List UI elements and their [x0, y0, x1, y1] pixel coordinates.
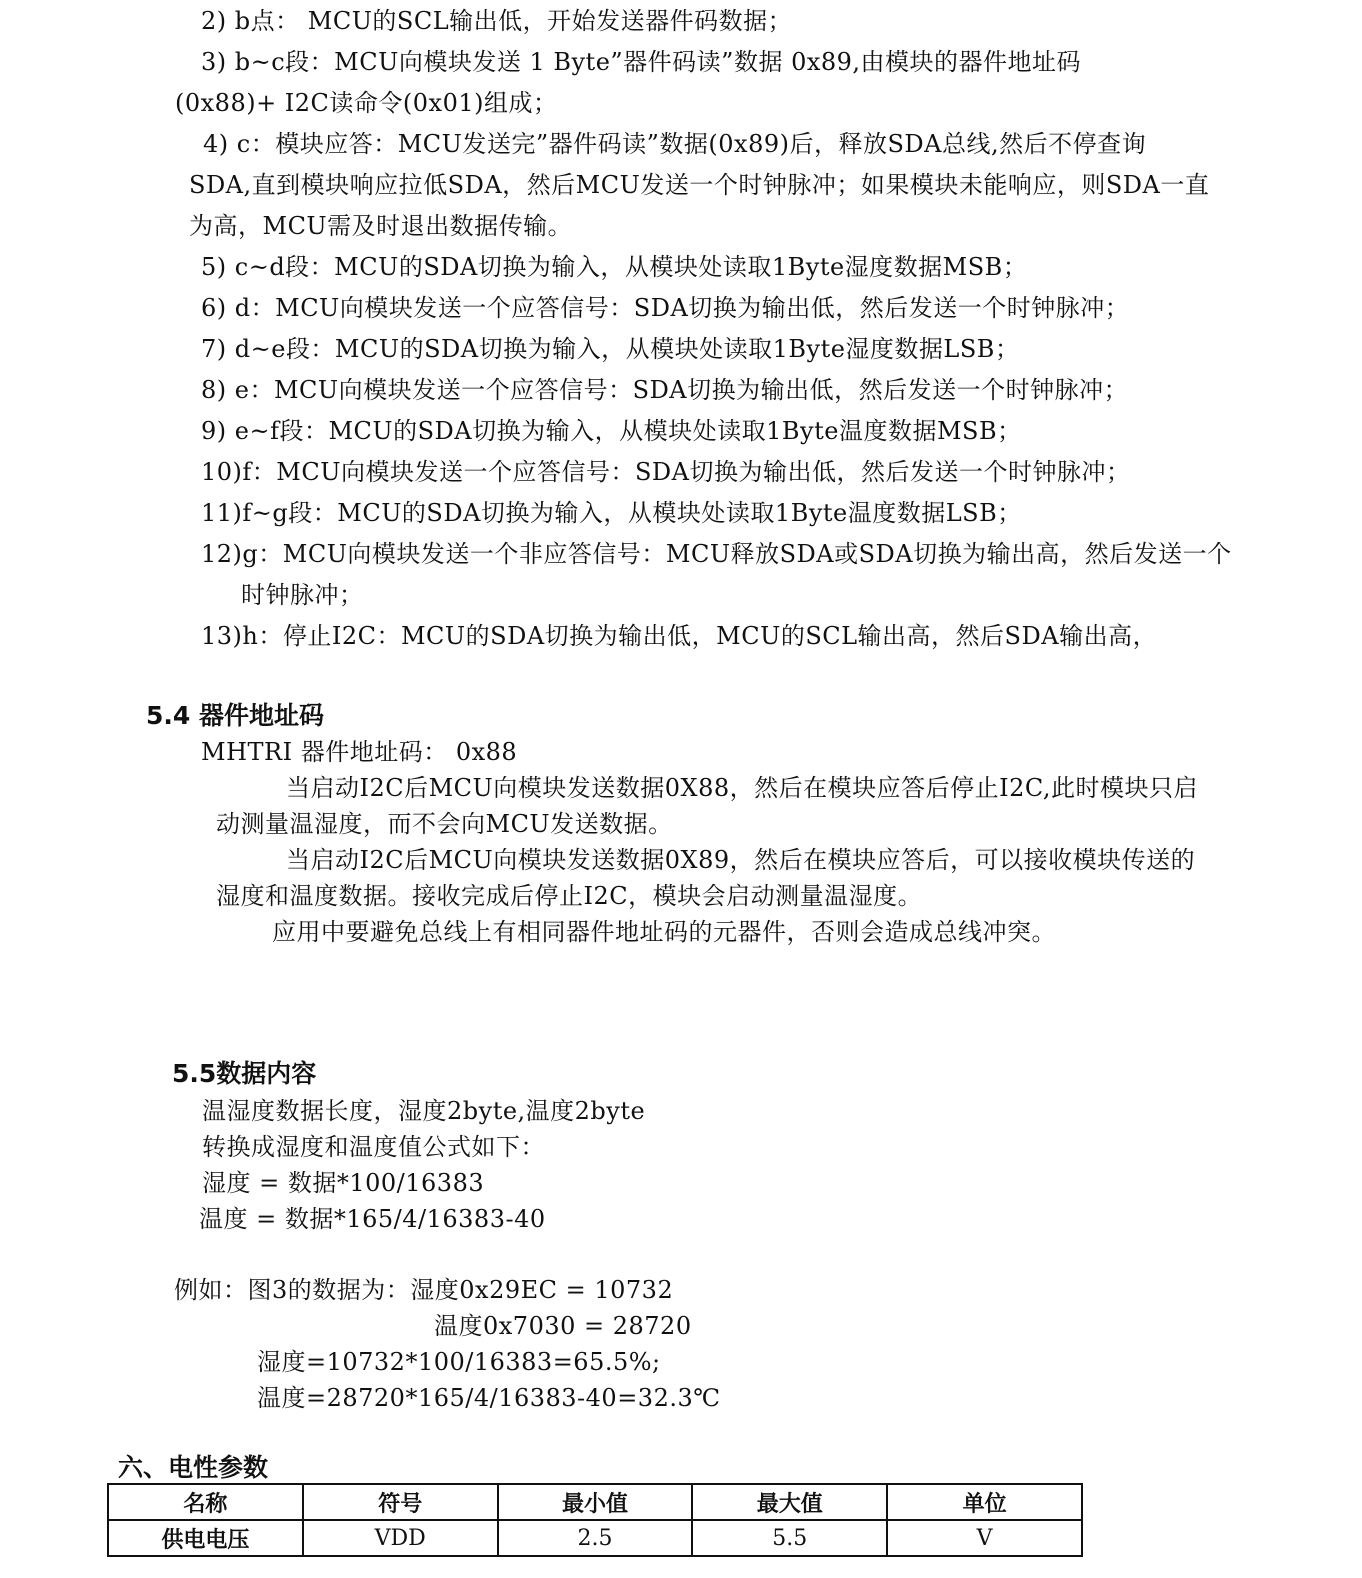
electrical-parameters-table: [107, 1483, 1083, 1557]
table-row: [108, 1520, 1082, 1556]
step-4-cont-1: SDA,直到模块响应拉低SDA，然后MCU发送一个时钟脉冲；如果模块未能响应，则SDA一直: [189, 171, 1210, 199]
step-6: 6) d：MCU向模块发送一个应答信号：SDA切换为输出低，然后发送一个时钟脉冲；: [201, 294, 1130, 322]
formula-intro: 转换成湿度和温度值公式如下：: [202, 1133, 545, 1161]
step-10: 10)f：MCU向模块发送一个应答信号：SDA切换为输出低，然后发送一个时钟脉冲；: [201, 458, 1131, 486]
step-2: 2) b点： MCU的SCL输出低，开始发送器件码数据；: [201, 7, 793, 35]
table-header-row: [108, 1484, 1082, 1520]
step-5: 5) c~d段：MCU的SDA切换为输入，从模块处读取1Byte湿度数据MSB；: [201, 253, 1028, 281]
col-header-name: 名称: [108, 1484, 303, 1520]
step-12: 12)g：MCU向模块发送一个非应答信号：MCU释放SDA或SDA切换为输出高，然后发送一个: [201, 540, 1232, 568]
col-header-max: 最大值: [692, 1484, 887, 1520]
cell-min: 2.5: [498, 1520, 693, 1556]
address-para-2-cont: 湿度和温度数据。接收完成后停止I2C，模块会启动测量温湿度。: [216, 882, 923, 910]
humidity-formula: 湿度 = 数据*100/16383: [202, 1169, 485, 1197]
section-6-heading: 六、电性参数: [118, 1453, 269, 1482]
device-address-line: MHTRI 器件地址码： 0x88: [201, 738, 518, 766]
cell-name: 供电电压: [108, 1520, 303, 1556]
step-8: 8) e：MCU向模块发送一个应答信号：SDA切换为输出低，然后发送一个时钟脉冲；: [201, 376, 1129, 404]
cell-max: 5.5: [692, 1520, 887, 1556]
step-9: 9) e~f段：MCU的SDA切换为输入，从模块处读取1Byte温度数据MSB；: [201, 417, 1022, 445]
col-header-symbol: 符号: [303, 1484, 498, 1520]
address-warning: 应用中要避免总线上有相同器件地址码的元器件，否则会造成总线冲突。: [272, 918, 1056, 946]
address-para-1-cont: 动测量温湿度，而不会向MCU发送数据。: [216, 810, 673, 838]
col-header-min: 最小值: [498, 1484, 693, 1520]
data-length-line: 温湿度数据长度，湿度2byte,温度2byte: [202, 1097, 646, 1125]
section-55-heading: 5.5数据内容: [172, 1059, 317, 1088]
address-para-1: 当启动I2C后MCU向模块发送数据0X88，然后在模块应答后停止I2C,此时模块只启: [286, 774, 1199, 802]
example-temperature-calc: 温度=28720*165/4/16383-40=32.3℃: [257, 1384, 721, 1412]
example-humidity-calc: 湿度=10732*100/16383=65.5%;: [257, 1348, 661, 1376]
step-12-cont: 时钟脉冲；: [241, 581, 364, 609]
col-header-unit: 单位: [887, 1484, 1082, 1520]
step-11: 11)f~g段：MCU的SDA切换为输入，从模块处读取1Byte温度数据LSB；: [201, 499, 1022, 527]
step-3-cont: (0x88)+ I2C读命令(0x01)组成；: [175, 89, 558, 117]
temperature-formula: 温度 = 数据*165/4/16383-40: [199, 1205, 546, 1233]
step-3: 3) b~c段：MCU向模块发送 1 Byte”器件码读”数据 0x89,由模块的器件地址码: [201, 48, 1082, 76]
cell-symbol: VDD: [303, 1520, 498, 1556]
example-line-1: 例如：图3的数据为：湿度0x29EC = 10732: [174, 1276, 674, 1304]
step-7: 7) d~e段：MCU的SDA切换为输入，从模块处读取1Byte湿度数据LSB；: [201, 335, 1020, 363]
cell-unit: V: [887, 1520, 1082, 1556]
section-54-heading: 5.4 器件地址码: [146, 701, 324, 730]
step-4: 4) c：模块应答：MCU发送完”器件码读”数据(0x89)后，释放SDA总线,然后不停查询: [203, 130, 1147, 158]
example-line-2: 温度0x7030 = 28720: [434, 1312, 692, 1340]
address-para-2: 当启动I2C后MCU向模块发送数据0X89，然后在模块应答后，可以接收模块传送的: [286, 846, 1196, 874]
step-13: 13)h：停止I2C：MCU的SDA切换为输出低，MCU的SCL输出高，然后SDA输出高，: [201, 622, 1158, 650]
step-4-cont-2: 为高，MCU需及时退出数据传输。: [189, 212, 573, 240]
